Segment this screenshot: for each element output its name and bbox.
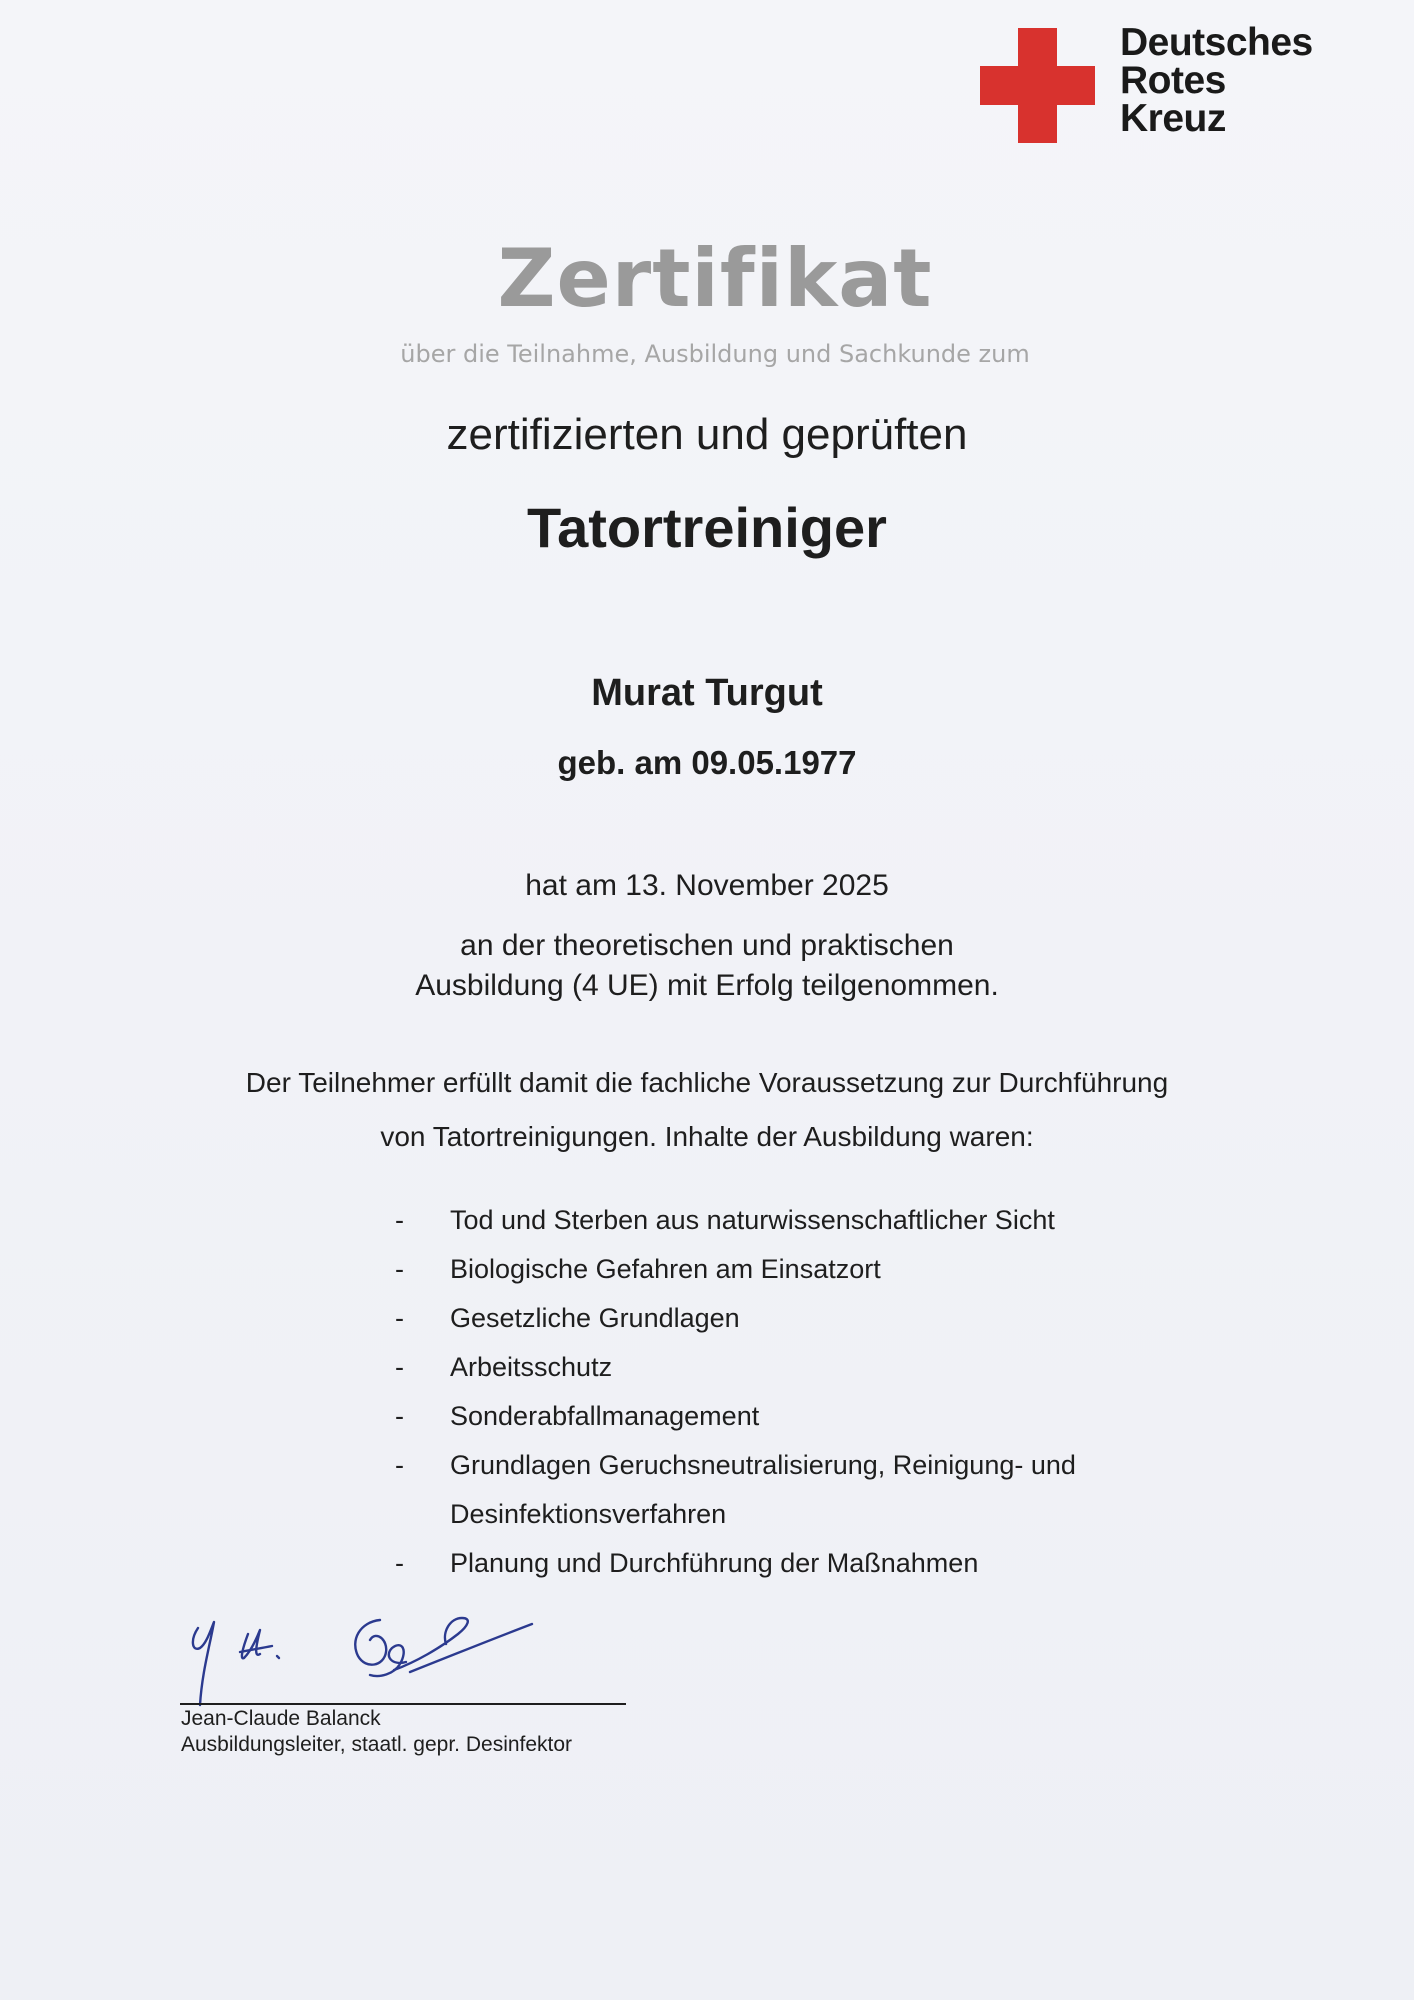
participation-line-1: an der theoretischen und praktischen <box>460 929 954 962</box>
list-item: - Grundlagen Geruchsneutralisierung, Reinigung- und <box>395 1450 1076 1480</box>
drk-logo <box>980 21 1380 148</box>
requirement-text <box>0 1056 1414 1164</box>
requirement-line-1: Der Teilnehmer erfüllt damit die fachliche Voraussetzung zur Durchführung <box>245 1067 1169 1098</box>
logo-line-3: Kreuz <box>1120 97 1226 140</box>
list-item: - Planung und Durchführung der Maßnahmen <box>395 1548 979 1578</box>
certificate-subtitle: über die Teilnahme, Ausbildung und Sachkunde zum <box>400 340 1030 368</box>
list-item: - Tod und Sterben aus naturwissenschaftlicher Sicht <box>395 1205 1055 1235</box>
signatory-block <box>181 1706 572 1758</box>
logo-line-1: Deutsches <box>1120 21 1313 64</box>
list-item-text: Biologische Gefahren am Einsatzort <box>450 1254 881 1284</box>
handwritten-signature <box>180 1600 590 1710</box>
list-item: - Sonderabfallmanagement <box>395 1401 760 1431</box>
list-item-text: Sonderabfallmanagement <box>450 1401 760 1431</box>
certificate-qualifier: zertifizierten und geprüften <box>446 410 968 459</box>
list-item-text: Planung und Durchführung der Maßnahmen <box>450 1548 979 1578</box>
list-item-text: Grundlagen Geruchsneutralisierung, Reinigung- und <box>450 1450 1076 1480</box>
list-item-text: Arbeitsschutz <box>450 1352 613 1382</box>
logo-wordmark <box>1120 21 1313 140</box>
profession-title: Tatortreiniger <box>527 496 887 559</box>
list-item-text: Tod und Sterben aus naturwissenschaftlicher Sicht <box>450 1205 1055 1235</box>
red-cross-icon <box>980 28 1095 143</box>
certificate-title: Zertifikat <box>497 232 933 325</box>
participation-line-2: Ausbildung (4 UE) mit Erfolg teilgenommen. <box>415 969 999 1002</box>
participant-dob: geb. am 09.05.1977 <box>557 744 857 781</box>
list-item: - Biologische Gefahren am Einsatzort <box>395 1254 881 1284</box>
participant-name: Murat Turgut <box>591 672 823 714</box>
list-item-text: Desinfektionsverfahren <box>450 1499 727 1529</box>
date-line: hat am 13. November 2025 <box>525 869 889 902</box>
requirement-line-2: von Tatortreinigungen. Inhalte der Ausbildung waren: <box>380 1121 1034 1152</box>
list-item: - Arbeitsschutz <box>395 1352 613 1382</box>
list-item-continuation <box>395 1490 1076 1539</box>
signatory-role: Ausbildungsleiter, staatl. gepr. Desinfektor <box>181 1733 573 1756</box>
list-item: - Gesetzliche Grundlagen <box>395 1303 740 1333</box>
participation-text <box>0 926 1414 1006</box>
list-item-text: Gesetzliche Grundlagen <box>450 1303 740 1333</box>
signature-line <box>180 1703 626 1705</box>
logo-line-2: Rotes <box>1120 59 1226 102</box>
training-contents-list <box>395 1196 1076 1588</box>
signatory-name: Jean-Claude Balanck <box>181 1707 381 1730</box>
